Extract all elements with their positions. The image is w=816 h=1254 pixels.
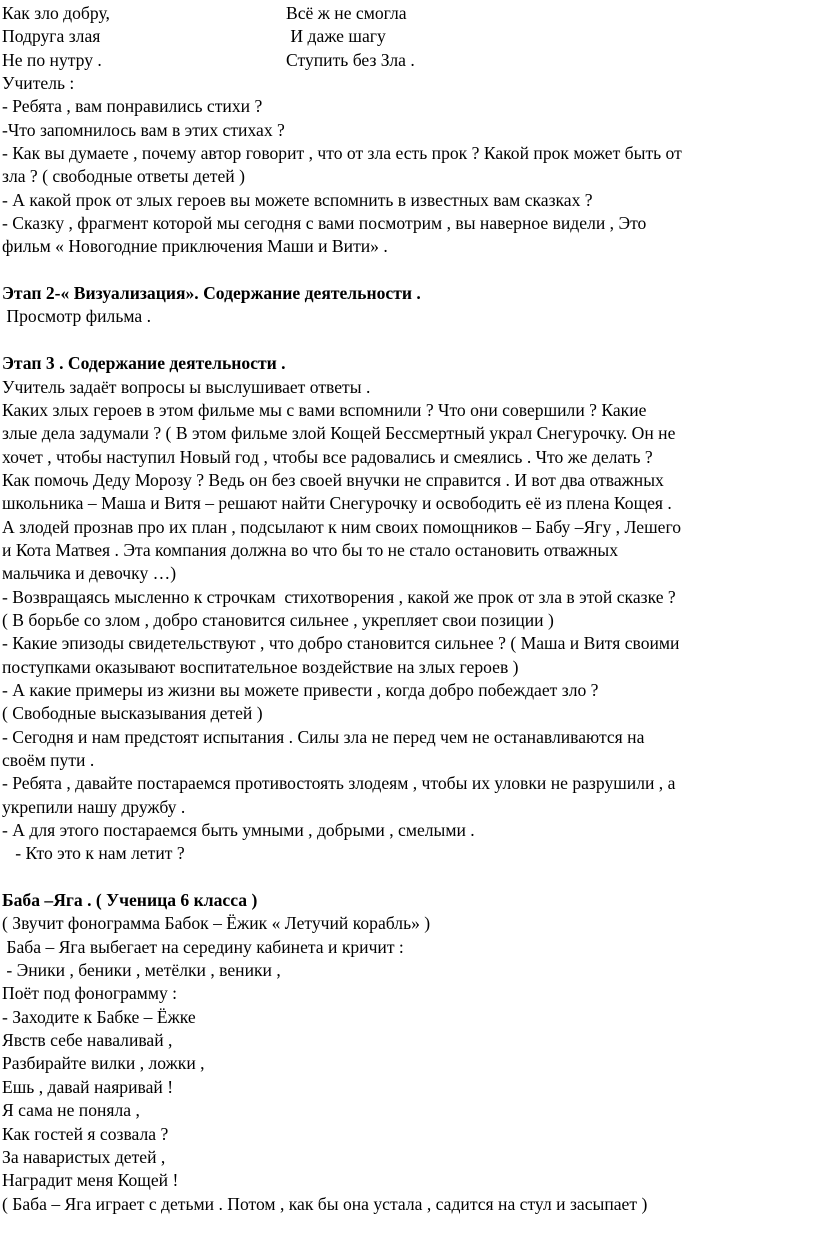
text-line: Учитель : — [2, 73, 75, 94]
text-line: школьника – Маша и Витя – решают найти Снегурочку и освободить её из плена Кощея . — [2, 493, 672, 514]
text-line: - А какой прок от злых героев вы можете вспомнить в известных вам сказках ? — [2, 189, 593, 210]
paragraph-spacer — [2, 259, 816, 282]
text-line: мальчика и девочку …) — [2, 563, 177, 584]
poem-right-text: И даже шагу — [286, 26, 386, 47]
text-line: - Как вы думаете , почему автор говорит , что от зла есть прок ? Какой прок может быть от — [2, 143, 682, 164]
baba-yaga-heading: Баба –Яга . ( Ученица 6 класса ) — [2, 890, 258, 911]
text-line: - Эники , беники , метёлки , веники , — [2, 960, 281, 981]
text-line: злые дела задумали ? ( В этом фильме злой Кощей Бессмертный украл Снегурочку. Он не — [2, 423, 676, 444]
text-line: Я сама не поняла , — [2, 1100, 140, 1121]
text-line: ( Баба – Яга играет с детьми . Потом , как бы она устала , садится на стул и засыпает ) — [2, 1193, 648, 1214]
poem-line — [2, 25, 816, 48]
paragraph-spacer — [2, 866, 816, 889]
poem-right-text: Всё ж не смогла — [286, 3, 407, 23]
text-line: - Возвращаясь мысленно к строчкам стихотворения , какой же прок от зла в этой сказке ? — [2, 586, 676, 607]
text-line: - Заходите к Бабке – Ёжке — [2, 1006, 196, 1027]
text-line: ( В борьбе со злом , добро становится сильнее , укрепляет свои позиции ) — [2, 609, 554, 630]
text-line: своём пути . — [2, 750, 95, 770]
text-line: Ешь , давай наяривай ! — [2, 1076, 174, 1097]
text-line: Каких злых героев в этом фильме мы с вами вспомнили ? Что они совершили ? Какие — [2, 399, 647, 420]
text-line: Разбирайте вилки , ложки , — [2, 1053, 205, 1074]
poem-right-text: Ступить без Зла . — [286, 49, 415, 70]
text-line: фильм « Новогодние приключения Маши и Вити» . — [2, 236, 388, 257]
text-line: - Сказку , фрагмент которой мы сегодня с вами посмотрим , вы наверное видели , Это — [2, 213, 647, 234]
text-line: укрепили нашу дружбу . — [2, 796, 186, 817]
text-line: поступками оказывают воспитательное воздействие на злых героев ) — [2, 656, 519, 677]
poem-left-text: Как зло добру, — [2, 3, 110, 23]
text-line: Явств себе наваливай , — [2, 1030, 173, 1051]
text-line: -Что запомнилось вам в этих стихах ? — [2, 119, 285, 140]
text-line: За наваристых детей , — [2, 1146, 166, 1167]
text-line: Как гостей я созвала ? — [2, 1123, 169, 1144]
text-line: - Кто это к нам летит ? — [2, 843, 185, 864]
text-line: ( Свободные высказывания детей ) — [2, 703, 263, 724]
text-line: Учитель задаёт вопросы ы выслушивает ответы . — [2, 376, 371, 397]
text-line: - А для этого постараемся быть умными , добрыми , смелыми . — [2, 820, 475, 841]
text-line: - Сегодня и нам предстоят испытания . Силы зла не перед чем не останавливаются на — [2, 726, 645, 747]
poem-left-text: Не по нутру . — [2, 49, 102, 70]
poem-left-text: Подруга злая — [2, 26, 101, 47]
text-line: - Ребята , вам понравились стихи ? — [2, 96, 263, 117]
text-line: Как помочь Деду Морозу ? Ведь он без своей внучки не справится . И вот два отважных — [2, 469, 664, 490]
text-line: хочет , чтобы наступил Новый год , чтобы все радовались и смеялись . Что же делать ? — [2, 446, 653, 467]
text-line: А злодей прознав про их план , подсылают к ним своих помощников – Бабу –Ягу , Лешего — [2, 516, 682, 537]
text-line: Баба – Яга выбегает на середину кабинета и кричит : — [2, 936, 404, 957]
paragraph-spacer — [2, 329, 816, 352]
text-line: ( Звучит фонограмма Бабок – Ёжик « Летучий корабль» ) — [2, 913, 431, 934]
text-line: - Ребята , давайте постараемся противостоять злодеям , чтобы их уловки не разрушили , а — [2, 773, 676, 794]
text-line: Поёт под фонограмму : — [2, 983, 178, 1004]
text-line: - Какие эпизоды свидетельствуют , что добро становится сильнее ? ( Маша и Витя своими — [2, 633, 680, 654]
text-line: Просмотр фильма . — [2, 306, 151, 327]
stage2-heading: Этап 2-« Визуализация». Содержание деятельности . — [2, 283, 421, 304]
text-line: Наградит меня Кощей ! — [2, 1170, 179, 1191]
text-line: - А какие примеры из жизни вы можете привести , когда добро побеждает зло ? — [2, 679, 599, 700]
stage3-heading: Этап 3 . Содержание деятельности . — [2, 353, 286, 374]
text-line: зла ? ( свободные ответы детей ) — [2, 166, 245, 187]
poem-line — [2, 2, 816, 25]
poem-line — [2, 49, 816, 72]
text-line: и Кота Матвея . Эта компания должна во что бы то не стало остановить отважных — [2, 539, 619, 560]
